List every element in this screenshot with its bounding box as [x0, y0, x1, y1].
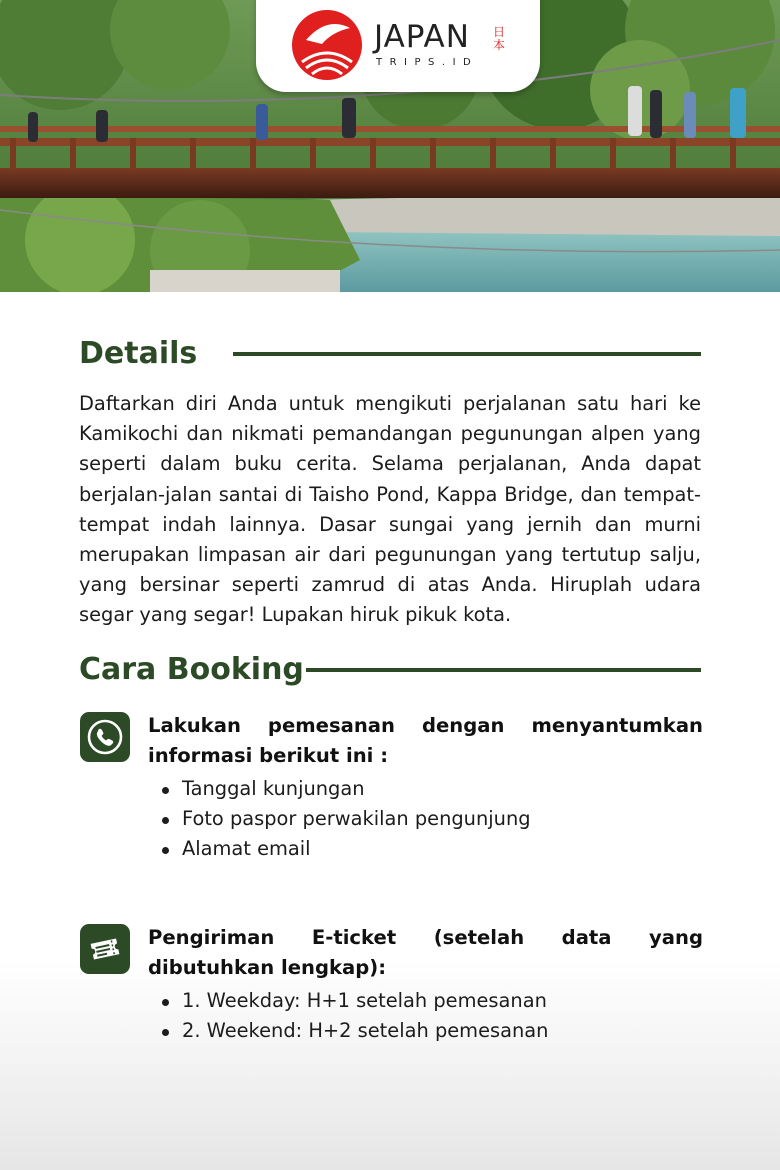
brand-logo[interactable] — [256, 0, 540, 92]
step-2-list — [160, 986, 548, 1046]
list-item: Alamat email — [160, 834, 531, 864]
list-item: 1. Weekday: H+1 setelah pemesanan — [160, 986, 548, 1016]
list-item: Foto paspor perwakilan pengunjung — [160, 804, 531, 834]
step-2-title: Pengiriman E-ticket (setelah data yang dibutuhkan lengkap): — [148, 926, 703, 979]
list-item: Tanggal kunjungan — [160, 774, 531, 804]
phone-icon — [80, 712, 130, 762]
logo-subtitle: TRIPS.ID — [376, 57, 479, 68]
japan-trips-logo-icon — [292, 10, 362, 80]
booking-title: Cara Booking — [79, 651, 304, 687]
details-title: Details — [79, 335, 198, 371]
details-paragraph: Daftarkan diri Anda untuk mengikuti perjalanan satu hari ke Kamikochi dan nikmati pemandangan pegunungan alpen yang seperti dalam buku cerita. Selama perjalanan, Anda dapat berjalan-jalan santai di Taisho Pond, Kappa Bridge, dan tempat-tempat indah lainnya. Dasar sungai yang jernih dan murni merupakan limpasan air dari pegunungan yang tertutup salju, yang bersinar seperti zamrud di atas Anda. Hiruplah udara segar yang segar! Lupakan hiruk pikuk kota. — [79, 392, 701, 627]
step-1-list — [160, 774, 531, 865]
details-divider — [233, 352, 701, 356]
list-item: 2. Weekend: H+2 setelah pemesanan — [160, 1016, 548, 1046]
booking-divider — [306, 668, 701, 672]
booking-heading — [79, 649, 304, 689]
step-1-title: Lakukan pemesanan dengan menyantumkan informasi berikut ini : — [148, 714, 703, 767]
logo-kanji: 日本 — [492, 25, 505, 52]
logo-wordmark: JAPAN — [374, 19, 470, 55]
ticket-icon — [80, 924, 130, 974]
details-heading — [79, 333, 197, 373]
